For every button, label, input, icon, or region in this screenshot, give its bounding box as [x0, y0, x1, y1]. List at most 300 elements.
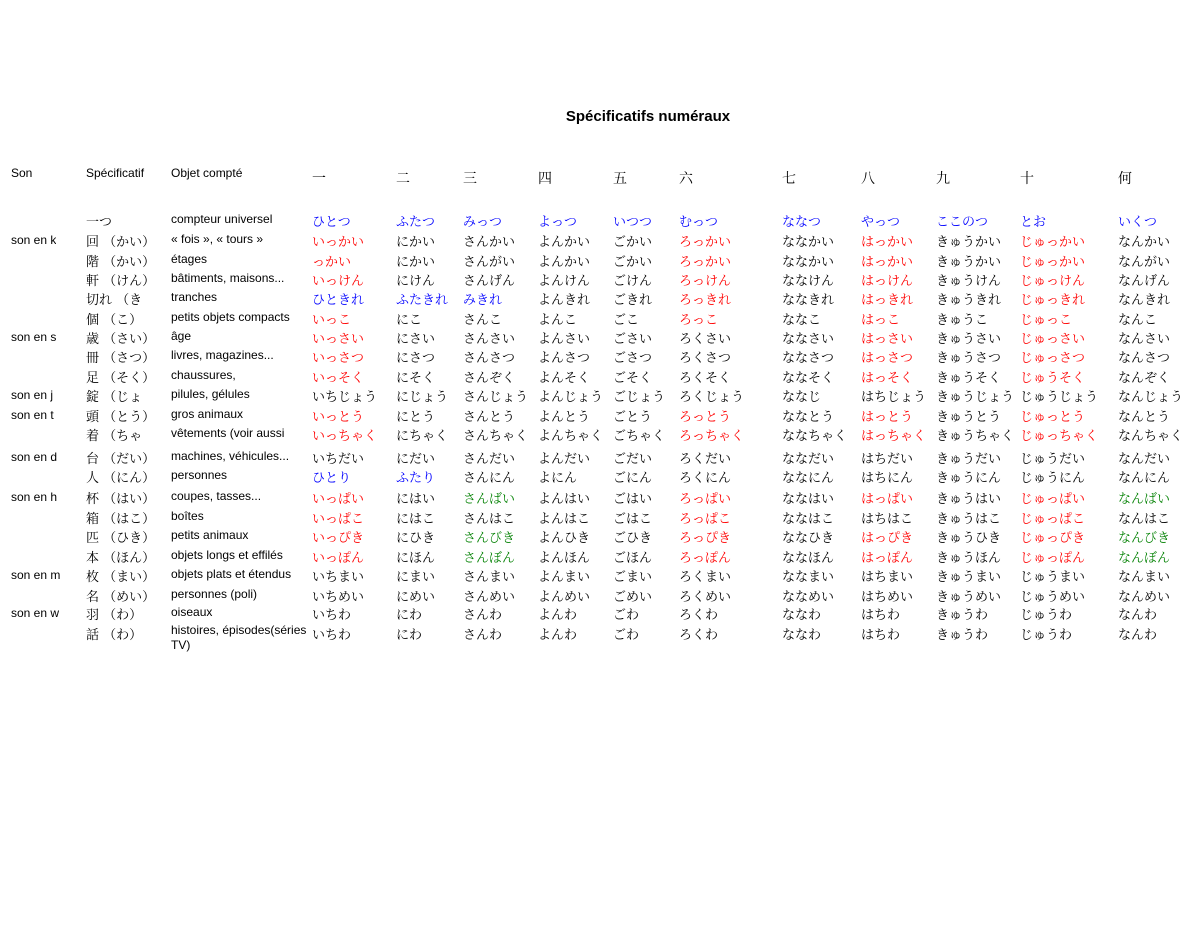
counter-specifier: 階 （かい）: [86, 255, 156, 270]
reading-cell: はちじょう: [861, 390, 927, 405]
reading-cell: ななけん: [782, 274, 835, 289]
reading-cell: ろっかい: [679, 235, 732, 250]
reading-cell: よんとう: [538, 410, 591, 425]
reading-cell: さんさつ: [463, 351, 516, 366]
reading-cell: にほん: [396, 551, 436, 566]
reading-cell: じゅっちゃく: [1020, 429, 1099, 444]
counter-specifier: 本 （ほん）: [86, 551, 156, 566]
counter-specifier: 頭 （とう）: [86, 410, 156, 425]
reading-cell: さんはこ: [463, 512, 516, 527]
reading-cell: はっぽん: [861, 551, 914, 566]
counter-specifier: 冊 （さつ）: [86, 351, 156, 366]
reading-cell: にめい: [396, 590, 436, 605]
sound-group-label: son en j: [11, 388, 54, 402]
reading-cell: はっとう: [861, 410, 914, 425]
counter-specifier: 杯 （はい）: [86, 492, 156, 507]
reading-cell: ななじ: [782, 390, 822, 405]
reading-cell: じゅうまい: [1020, 570, 1086, 585]
reading-cell: さんぼん: [463, 551, 516, 566]
reading-cell: ななほん: [782, 551, 835, 566]
reading-cell: じゅっこ: [1020, 313, 1073, 328]
reading-cell: にさつ: [396, 351, 436, 366]
reading-cell: さんぞく: [463, 371, 516, 386]
reading-cell: にはこ: [396, 512, 436, 527]
reading-cell: きゅうだい: [936, 452, 1002, 467]
reading-cell: よんかい: [538, 235, 591, 250]
counted-object: boîtes: [171, 509, 204, 523]
reading-cell: きゅうわ: [936, 628, 989, 643]
reading-cell: じゅっけん: [1020, 274, 1086, 289]
reading-cell: ろっけん: [679, 274, 732, 289]
reading-cell: ろっぽん: [679, 551, 732, 566]
reading-cell: っかい: [312, 255, 352, 270]
counted-object: coupes, tasses...: [171, 489, 262, 503]
reading-cell: よんほん: [538, 551, 591, 566]
reading-cell: いちだい: [312, 452, 365, 467]
sound-group-label: son en w: [11, 606, 60, 620]
reading-cell: にこ: [396, 313, 423, 328]
reading-cell: いっさつ: [312, 351, 365, 366]
reading-cell: さんがい: [463, 255, 516, 270]
reading-cell: ろくにん: [679, 471, 732, 486]
reading-cell: はちにん: [861, 471, 914, 486]
reading-cell: よんかい: [538, 255, 591, 270]
reading-cell: ごめい: [613, 590, 653, 605]
reading-cell: いっぽん: [312, 551, 365, 566]
reading-cell: なんぼん: [1118, 551, 1171, 566]
reading-cell: じゅっさい: [1020, 332, 1086, 347]
reading-cell: じゅうめい: [1020, 590, 1086, 605]
reading-cell: にじょう: [396, 390, 449, 405]
reading-cell: きゅうきれ: [936, 293, 1002, 308]
reading-cell: きゅうそく: [936, 371, 1002, 386]
reading-cell: ななわ: [782, 608, 822, 623]
reading-cell: なんだい: [1118, 452, 1171, 467]
reading-cell: よんさい: [538, 332, 591, 347]
counted-object: personnes (poli): [171, 587, 258, 601]
counted-object: histoires, épisodes(séries TV): [171, 623, 307, 652]
reading-cell: きゅうにん: [936, 471, 1002, 486]
reading-cell: はっぱい: [861, 492, 914, 507]
reading-cell: なんちゃく: [1118, 429, 1184, 444]
reading-cell: はちはこ: [861, 512, 914, 527]
reading-cell: はっさい: [861, 332, 914, 347]
reading-cell: ひとつ: [312, 215, 351, 230]
reading-cell: よんきれ: [538, 293, 591, 308]
reading-cell: ななそく: [782, 371, 835, 386]
number-header: 四: [538, 171, 552, 187]
reading-cell: さんじょう: [463, 390, 529, 405]
counter-specifier: 足 （そく）: [86, 371, 156, 386]
counted-object: compteur universel: [171, 212, 273, 226]
reading-cell: なんめい: [1118, 590, 1171, 605]
reading-cell: よんめい: [538, 590, 591, 605]
table-row: [0, 427, 1200, 447]
reading-cell: ごだい: [613, 452, 653, 467]
counted-object: livres, magazines...: [171, 348, 274, 362]
reading-cell: はっこ: [861, 313, 901, 328]
reading-cell: ごそく: [613, 371, 653, 386]
counted-object: bâtiments, maisons...: [171, 271, 285, 285]
counter-specifier: 個 （こ）: [86, 313, 143, 328]
counted-object: étages: [171, 252, 208, 266]
reading-cell: きゅうわ: [936, 608, 989, 623]
counter-specifier: 箱 （はこ）: [86, 512, 156, 527]
reading-cell: にわ: [396, 608, 423, 623]
reading-cell: ろくさい: [679, 332, 732, 347]
reading-cell: にちゃく: [396, 429, 449, 444]
reading-cell: よんじょう: [538, 390, 604, 405]
reading-cell: きゅうほん: [936, 551, 1002, 566]
reading-cell: きゅうはこ: [936, 512, 1002, 527]
reading-cell: はっぴき: [861, 531, 914, 546]
reading-cell: むっつ: [679, 215, 719, 230]
counter-specifier: 着 （ちゃ: [86, 429, 143, 444]
counted-object: gros animaux: [171, 407, 244, 421]
reading-cell: よんけん: [538, 274, 591, 289]
reading-cell: ななはこ: [782, 512, 835, 527]
reading-cell: はちだい: [861, 452, 914, 467]
reading-cell: きゅうさい: [936, 332, 1002, 347]
reading-cell: じゅっかい: [1020, 235, 1086, 250]
reading-cell: いくつ: [1118, 215, 1158, 230]
reading-cell: にわ: [396, 628, 423, 643]
reading-cell: ななまい: [782, 570, 835, 585]
counted-object: machines, véhicules...: [171, 449, 290, 463]
counter-specifier: 羽 （わ）: [86, 608, 143, 623]
reading-cell: ななはい: [782, 492, 835, 507]
reading-cell: よんちゃく: [538, 429, 604, 444]
reading-cell: ななさつ: [782, 351, 835, 366]
reading-cell: ろっぱい: [679, 492, 732, 507]
reading-cell: よんわ: [538, 628, 578, 643]
reading-cell: はちめい: [861, 590, 914, 605]
reading-cell: よんはこ: [538, 512, 591, 527]
counted-object: oiseaux: [171, 605, 213, 619]
counter-specifier: 歳 （さい）: [86, 332, 156, 347]
reading-cell: ななかい: [782, 255, 835, 270]
reading-cell: ごほん: [613, 551, 653, 566]
reading-cell: よんさつ: [538, 351, 591, 366]
header-son: Son: [11, 166, 33, 180]
reading-cell: ろくさつ: [679, 351, 732, 366]
reading-cell: じゅっかい: [1020, 255, 1086, 270]
reading-cell: はっけん: [861, 274, 914, 289]
reading-cell: よんこ: [538, 313, 578, 328]
number-header: 何: [1118, 171, 1132, 187]
reading-cell: ななめい: [782, 590, 835, 605]
reading-cell: じゅっぱこ: [1020, 512, 1086, 527]
reading-cell: はっかい: [861, 235, 914, 250]
reading-cell: ななとう: [782, 410, 835, 425]
reading-cell: ごちゃく: [613, 429, 666, 444]
number-header: 三: [463, 171, 477, 187]
reading-cell: いっけん: [312, 274, 365, 289]
reading-cell: なんはこ: [1118, 512, 1171, 527]
counter-specifier: 人 （にん）: [86, 471, 156, 486]
counted-object: chaussures,: [171, 368, 236, 382]
reading-cell: よっつ: [538, 215, 578, 230]
reading-cell: いっぱこ: [312, 512, 365, 527]
counter-specifier: 話 （わ）: [86, 628, 143, 643]
reading-cell: ごにん: [613, 471, 653, 486]
reading-cell: なんぞく: [1118, 371, 1171, 386]
reading-cell: ふたり: [396, 471, 436, 486]
sound-group-label: son en k: [11, 233, 57, 247]
reading-cell: ごわ: [613, 628, 640, 643]
reading-cell: ろっかい: [679, 255, 732, 270]
reading-cell: じゅうわ: [1020, 608, 1073, 623]
reading-cell: じゅっぴき: [1020, 531, 1086, 546]
reading-cell: はっかい: [861, 255, 914, 270]
reading-cell: いっとう: [312, 410, 365, 425]
counter-specifier: 軒 （けん）: [86, 274, 156, 289]
sound-group-label: son en t: [11, 408, 54, 422]
reading-cell: さんかい: [463, 235, 516, 250]
reading-cell: じゅっぽん: [1020, 551, 1086, 566]
reading-cell: ななさい: [782, 332, 835, 347]
reading-cell: よんそく: [538, 371, 591, 386]
counted-object: pilules, gélules: [171, 387, 250, 401]
reading-cell: ろっきれ: [679, 293, 732, 308]
reading-cell: なんにん: [1118, 471, 1171, 486]
number-header: 十: [1020, 171, 1034, 187]
counted-object: âge: [171, 329, 192, 343]
reading-cell: ごひき: [613, 531, 653, 546]
reading-cell: いっこ: [312, 313, 352, 328]
reading-cell: じゅっきれ: [1020, 293, 1086, 308]
counted-object: personnes: [171, 468, 228, 482]
sound-group-label: son en s: [11, 330, 57, 344]
reading-cell: じゅうにん: [1020, 471, 1086, 486]
number-header: 五: [613, 171, 627, 187]
reading-cell: なんこ: [1118, 313, 1158, 328]
reading-cell: はっきれ: [861, 293, 914, 308]
reading-cell: ろくそく: [679, 371, 732, 386]
reading-cell: じゅっとう: [1020, 410, 1086, 425]
reading-cell: じゅうわ: [1020, 628, 1073, 643]
reading-cell: よんはい: [538, 492, 591, 507]
sound-group-label: son en h: [11, 490, 58, 504]
reading-cell: なんげん: [1118, 274, 1171, 289]
reading-cell: にかい: [396, 235, 436, 250]
reading-cell: いっぴき: [312, 531, 365, 546]
reading-cell: きゅうはい: [936, 492, 1002, 507]
reading-cell: きゅうかい: [936, 255, 1002, 270]
counted-object: « fois », « tours »: [171, 232, 264, 246]
reading-cell: いっちゃく: [312, 429, 378, 444]
reading-cell: なんわ: [1118, 628, 1158, 643]
reading-cell: さんばい: [463, 492, 516, 507]
reading-cell: ろっちゃく: [679, 429, 745, 444]
counted-object: tranches: [171, 290, 218, 304]
reading-cell: なんさい: [1118, 332, 1171, 347]
reading-cell: ろくわ: [679, 628, 719, 643]
reading-cell: きゅうとう: [936, 410, 1002, 425]
reading-cell: ななだい: [782, 452, 835, 467]
reading-cell: いっさい: [312, 332, 365, 347]
reading-cell: ひとり: [312, 471, 352, 486]
counted-object: objets longs et effilés: [171, 548, 283, 562]
reading-cell: じゅっさつ: [1020, 351, 1086, 366]
reading-cell: いちわ: [312, 608, 352, 623]
reading-cell: みっつ: [463, 215, 503, 230]
reading-cell: にまい: [396, 570, 436, 585]
reading-cell: きゅうめい: [936, 590, 1002, 605]
reading-cell: はっさつ: [861, 351, 914, 366]
reading-cell: いちまい: [312, 570, 365, 585]
reading-cell: ななこ: [782, 313, 822, 328]
header-specificatif: Spécificatif: [86, 166, 145, 180]
reading-cell: ななきれ: [782, 293, 835, 308]
reading-cell: さんさい: [463, 332, 516, 347]
reading-cell: ごまい: [613, 570, 653, 585]
reading-cell: よんわ: [538, 608, 578, 623]
reading-cell: いっかい: [312, 235, 365, 250]
reading-cell: ろくわ: [679, 608, 719, 623]
reading-cell: ごとう: [613, 410, 653, 425]
reading-cell: ごわ: [613, 608, 640, 623]
reading-cell: じゅっぱい: [1020, 492, 1086, 507]
reading-cell: ごじょう: [613, 390, 666, 405]
reading-cell: にとう: [396, 410, 436, 425]
reading-cell: さんびき: [463, 531, 516, 546]
reading-cell: よんひき: [538, 531, 591, 546]
reading-cell: ここのつ: [936, 215, 989, 230]
reading-cell: にひき: [396, 531, 436, 546]
reading-cell: いっぱい: [312, 492, 365, 507]
reading-cell: きゅうひき: [936, 531, 1002, 546]
reading-cell: さんちゃく: [463, 429, 529, 444]
reading-cell: さんこ: [463, 313, 503, 328]
reading-cell: ひときれ: [312, 293, 365, 308]
reading-cell: さんとう: [463, 410, 516, 425]
reading-cell: ななにん: [782, 471, 835, 486]
reading-cell: ななかい: [782, 235, 835, 250]
reading-cell: よんまい: [538, 570, 591, 585]
reading-cell: きゅうさつ: [936, 351, 1002, 366]
reading-cell: いちじょう: [312, 390, 378, 405]
reading-cell: はちまい: [861, 570, 914, 585]
reading-cell: にかい: [396, 255, 436, 270]
reading-cell: ろっぱこ: [679, 512, 732, 527]
reading-cell: はちわ: [861, 628, 901, 643]
reading-cell: いちめい: [312, 590, 365, 605]
sound-group-label: son en m: [11, 568, 61, 582]
sound-group-label: son en d: [11, 450, 58, 464]
counter-specifier: 匹 （ひき）: [86, 531, 156, 546]
counted-object: petits objets compacts: [171, 310, 290, 324]
reading-cell: なんまい: [1118, 570, 1171, 585]
reading-cell: ろっこ: [679, 313, 719, 328]
reading-cell: みきれ: [463, 293, 503, 308]
counted-object: objets plats et étendus: [171, 567, 292, 581]
reading-cell: きゅうまい: [936, 570, 1002, 585]
reading-cell: ごさつ: [613, 351, 653, 366]
reading-cell: ふたつ: [396, 215, 436, 230]
reading-cell: ごはこ: [613, 512, 653, 527]
reading-cell: ろくめい: [679, 590, 732, 605]
reading-cell: ななわ: [782, 628, 822, 643]
reading-cell: とお: [1020, 215, 1047, 230]
reading-cell: いっそく: [312, 371, 365, 386]
reading-cell: ごきれ: [613, 293, 653, 308]
reading-cell: なんかい: [1118, 235, 1171, 250]
number-header: 九: [936, 171, 950, 187]
reading-cell: にだい: [396, 452, 436, 467]
reading-cell: ごかい: [613, 255, 653, 270]
reading-cell: なんきれ: [1118, 293, 1171, 308]
reading-cell: なんびき: [1118, 531, 1171, 546]
reading-cell: さんわ: [463, 608, 503, 623]
counter-specifier: 枚 （まい）: [86, 570, 156, 585]
reading-cell: いちわ: [312, 628, 352, 643]
counter-specifier: 錠 （じょ: [86, 390, 143, 405]
reading-cell: ろっぴき: [679, 531, 732, 546]
table-row: [0, 469, 1200, 489]
reading-cell: はっそく: [861, 371, 914, 386]
reading-cell: ふたきれ: [396, 293, 449, 308]
reading-cell: よにん: [538, 471, 578, 486]
reading-cell: なんじょう: [1118, 390, 1184, 405]
reading-cell: きゅうこ: [936, 313, 989, 328]
reading-cell: なんさつ: [1118, 351, 1171, 366]
reading-cell: きゅうかい: [936, 235, 1002, 250]
reading-cell: なんばい: [1118, 492, 1171, 507]
number-header: 八: [861, 171, 875, 187]
number-header: 七: [782, 171, 796, 187]
reading-cell: ろくだい: [679, 452, 732, 467]
reading-cell: さんげん: [463, 274, 516, 289]
reading-cell: やっつ: [861, 215, 901, 230]
reading-cell: にさい: [396, 332, 436, 347]
number-header: 二: [396, 171, 410, 187]
number-header: 一: [312, 171, 326, 187]
reading-cell: ろくじょう: [679, 390, 745, 405]
counter-specifier: 台 （だい）: [86, 452, 156, 467]
counter-specifier: 名 （めい）: [86, 590, 156, 605]
reading-cell: じゅうだい: [1020, 452, 1086, 467]
reading-cell: いつつ: [613, 215, 653, 230]
reading-cell: なんわ: [1118, 608, 1158, 623]
reading-cell: ごはい: [613, 492, 653, 507]
header-objet: Objet compté: [171, 166, 243, 180]
reading-cell: じゅうじょう: [1020, 390, 1099, 405]
reading-cell: さんわ: [463, 628, 503, 643]
reading-cell: ななつ: [782, 215, 822, 230]
table-row: [0, 623, 1200, 652]
counter-specifier: 一つ: [86, 215, 113, 230]
reading-cell: にけん: [396, 274, 436, 289]
reading-cell: にはい: [396, 492, 436, 507]
reading-cell: さんめい: [463, 590, 516, 605]
reading-cell: ろくまい: [679, 570, 732, 585]
counted-object: petits animaux: [171, 528, 249, 542]
reading-cell: じゅうそく: [1020, 371, 1086, 386]
page-title: Spécificatifs numéraux: [565, 108, 731, 125]
reading-cell: はっちゃく: [861, 429, 927, 444]
reading-cell: ごかい: [613, 235, 653, 250]
reading-cell: さんまい: [463, 570, 516, 585]
reading-cell: ろっとう: [679, 410, 732, 425]
counted-object: vêtements (voir aussi: [171, 426, 285, 440]
reading-cell: きゅうちゃく: [936, 429, 1015, 444]
reading-cell: ななひき: [782, 531, 835, 546]
counter-specifier: 切れ （き: [86, 293, 143, 308]
counter-specifier: 回 （かい）: [86, 235, 156, 250]
reading-cell: さんだい: [463, 452, 516, 467]
reading-cell: にそく: [396, 371, 436, 386]
